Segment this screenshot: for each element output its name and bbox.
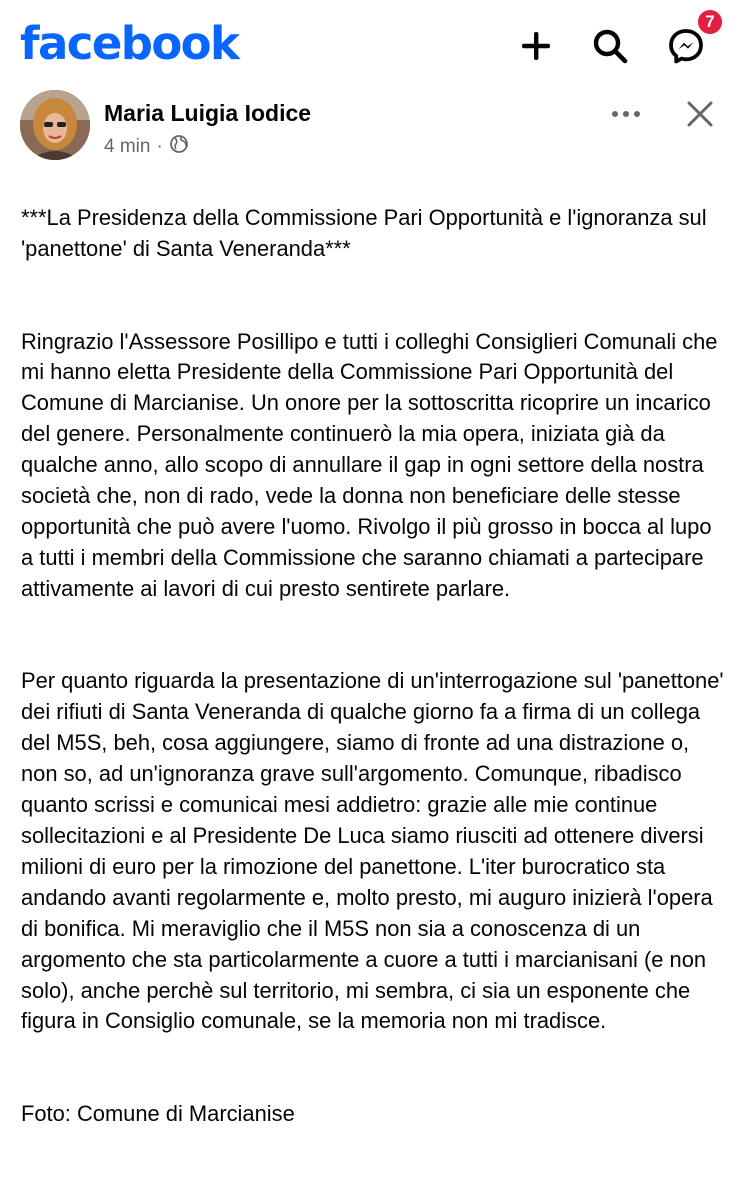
photo-credit: Foto: Comune di Marcianise: [21, 1101, 295, 1127]
search-icon[interactable]: [588, 24, 632, 68]
globe-icon: [169, 134, 189, 160]
post-paragraph: Ringrazio l'Assessore Posillipo e tutti i colleghi Consiglieri Comunali che mi hanno eletta Presidente della Commissione Pari Opportunità del Comune di Marcianise. Un onore per la sottoscritta ricoprire un incarico del genere. Personalmente continuerò la mia opera, iniziata già da qualche anno, allo scopo di annullare il gap in ogni settore della nostra società che, non di rado, vede la donna non beneficiare delle stesse opportunità che può avere l'uomo. Rivolgo il più grosso in bocca al lupo a tutti i membri della Commissione che saranno chiamati a partecipare attivamente ai lavori di cui presto sentirete parlare.: [21, 328, 718, 601]
close-icon[interactable]: [678, 92, 722, 136]
author-name[interactable]: Maria Luigia Iodice: [104, 100, 312, 126]
facebook-logo[interactable]: facebook: [20, 17, 239, 70]
post-paragraph: Per quanto riguarda la presentazione di un'interrogazione sul 'panettone' dei rifiuti di Santa Veneranda di qualche giorno fa a firma di un collega del M5S, beh, cosa aggiungere, siamo di fronte ad una distrazione o, non so, ad un'ignoranza grave sull'argomento. Comunque, ribadisco quanto scrissi e comunicai mesi addietro: grazie alle mie continue sollecitazioni e al Presidente De Luca siamo riusciti ad ottenere diversi milioni di euro per la rimozione del panettone. L'iter burocratico sta andando avanti regolarmente e, molto presto, mi auguro inizierà l'opera di bonifica. Mi meraviglio che il M5S non sia a conoscenza di un argomento che sta particolarmente a cuore a tutti i marcianisani (e non solo), anche perchè sul territorio, mi sembra, ci sia un esponente che figura in Consiglio comunale, se la memoria non mi tradisce.: [21, 668, 724, 1034]
avatar[interactable]: [20, 90, 90, 160]
post-time[interactable]: 4 min: [104, 136, 151, 157]
more-options-icon[interactable]: [604, 94, 648, 134]
post-header: [0, 88, 738, 168]
top-bar: [0, 0, 738, 88]
add-icon[interactable]: [514, 24, 558, 68]
post-meta: [104, 134, 189, 160]
post-paragraph-title: ***La Presidenza della Commissione Pari Opportunità e l'ignoranza sul 'panettone' di Santa Veneranda***: [21, 204, 707, 261]
notification-badge: 7: [696, 8, 724, 36]
post-text: [21, 172, 727, 1192]
meta-separator: ·: [156, 136, 163, 157]
